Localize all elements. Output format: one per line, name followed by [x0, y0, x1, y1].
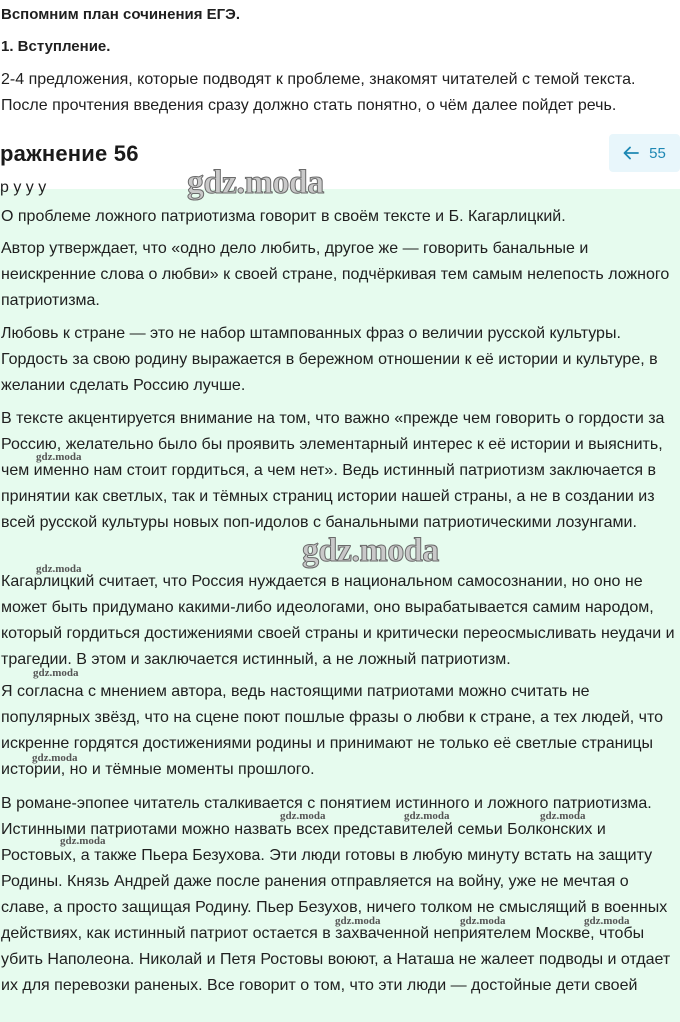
- plan-title: Вспомним план сочинения ЕГЭ.: [1, 6, 241, 23]
- watermark-small: gdz.moda: [335, 915, 381, 927]
- answer-paragraph: Автор утверждает, что «одно дело любить, другое же — говорить банальные и неискренние слова о любви» к своей стране, подчёркивая тем самым нелепость ложного патриотизма.: [1, 240, 670, 309]
- prev-exercise-button[interactable]: [609, 134, 680, 172]
- prev-exercise-number: 55: [649, 144, 666, 162]
- answer-paragraph: О проблеме ложного патриотизма говорит в своём тексте и Б. Кагарлицкий.: [1, 208, 566, 225]
- plan-description: 2-4 предложения, которые подводят к проблеме, знакомят читателей с темой текста. После прочтения введения сразу должно стать понятно, о чём далее пойдет речь.: [1, 71, 636, 114]
- watermark-small: gdz.moda: [280, 810, 326, 822]
- watermark-small: gdz.moda: [60, 835, 106, 847]
- watermark-small: gdz.moda: [36, 563, 82, 575]
- plan-step: 1. Вступление.: [1, 38, 111, 55]
- watermark-small: gdz.moda: [404, 810, 450, 822]
- arrow-left-icon: [623, 146, 639, 160]
- answer-paragraph: Кагарлицкий считает, что Россия нуждается в национальном самосознании, но оно не может быть придумано какими-либо идеологами, оно вырабатывается самим народом, который гордиться достижениями своей страны и критически переосмысливать неудачи и трагедии. В этом и заключается истинный, а не ложный патриотизм.: [1, 573, 675, 668]
- cut-off-line: р у у у: [0, 179, 47, 196]
- watermark-small: gdz.moda: [540, 810, 586, 822]
- watermark-small: gdz.moda: [33, 667, 79, 679]
- watermark-small: gdz.moda: [584, 915, 630, 927]
- answer-paragraph: В тексте акцентируется внимание на том, что важно «прежде чем говорить о гордости за Россию, желательно было бы проявить элементарный интерес к её истории и выяснить, чем именно нам стоит гордиться, а чем нет». Ведь истинный патриотизм заключается в принятии как светлых, так и тёмных страниц истории нашей страны, а не в создании из всей русской культуры новых поп-идолов с банальными патриотическими лозунгами.: [1, 410, 665, 531]
- answer-paragraph: Я согласна с мнением автора, ведь настоящими патриотами можно считать не популярных звёзд, что на сцене поют пошлые фразы о любви к стране, а тех людей, что искренне гордятся достижениями родины и принимают не только её светлые страницы истории, но и тёмные моменты прошлого.: [1, 683, 664, 778]
- answer-paragraph: В романе-эпопее читатель сталкивается с понятием истинного и ложного патриотизма. Истинными патриотами можно назвать всех представителей семьи Болконских и Ростовых, а также Пьера Безухова. Эти люди готовы в любую минуту встать на защиту Родины. Князь Андрей даже после ранения отправляется на войну, уже не мечтая о славе, а просто защищая Родину. Пьер Безухов, ничего толком не смыслящий в военных действиях, как истинный патриот остается в захваченной неприятелем Москве, чтобы убить Наполеона. Николай и Петя Ростовы воюют, а Наташа не жалеет подводы и отдает их для перевозки раненых. Все говорит о том, что эти люди — достойные дети своей: [1, 795, 671, 994]
- watermark-logo: gdz.moda: [187, 164, 324, 201]
- watermark-small: gdz.moda: [460, 915, 506, 927]
- watermark-small: gdz.moda: [36, 451, 82, 463]
- watermark-logo: gdz.moda: [302, 532, 439, 569]
- watermark-small: gdz.moda: [32, 752, 78, 764]
- exercise-title: ражнение 56: [0, 141, 139, 166]
- answer-paragraph: Любовь к стране — это не набор штампованных фраз о величии русской культуры. Гордость за свою родину выражается в бережном отношении к её истории и культуре, в желании сделать Россию лучше.: [1, 325, 658, 394]
